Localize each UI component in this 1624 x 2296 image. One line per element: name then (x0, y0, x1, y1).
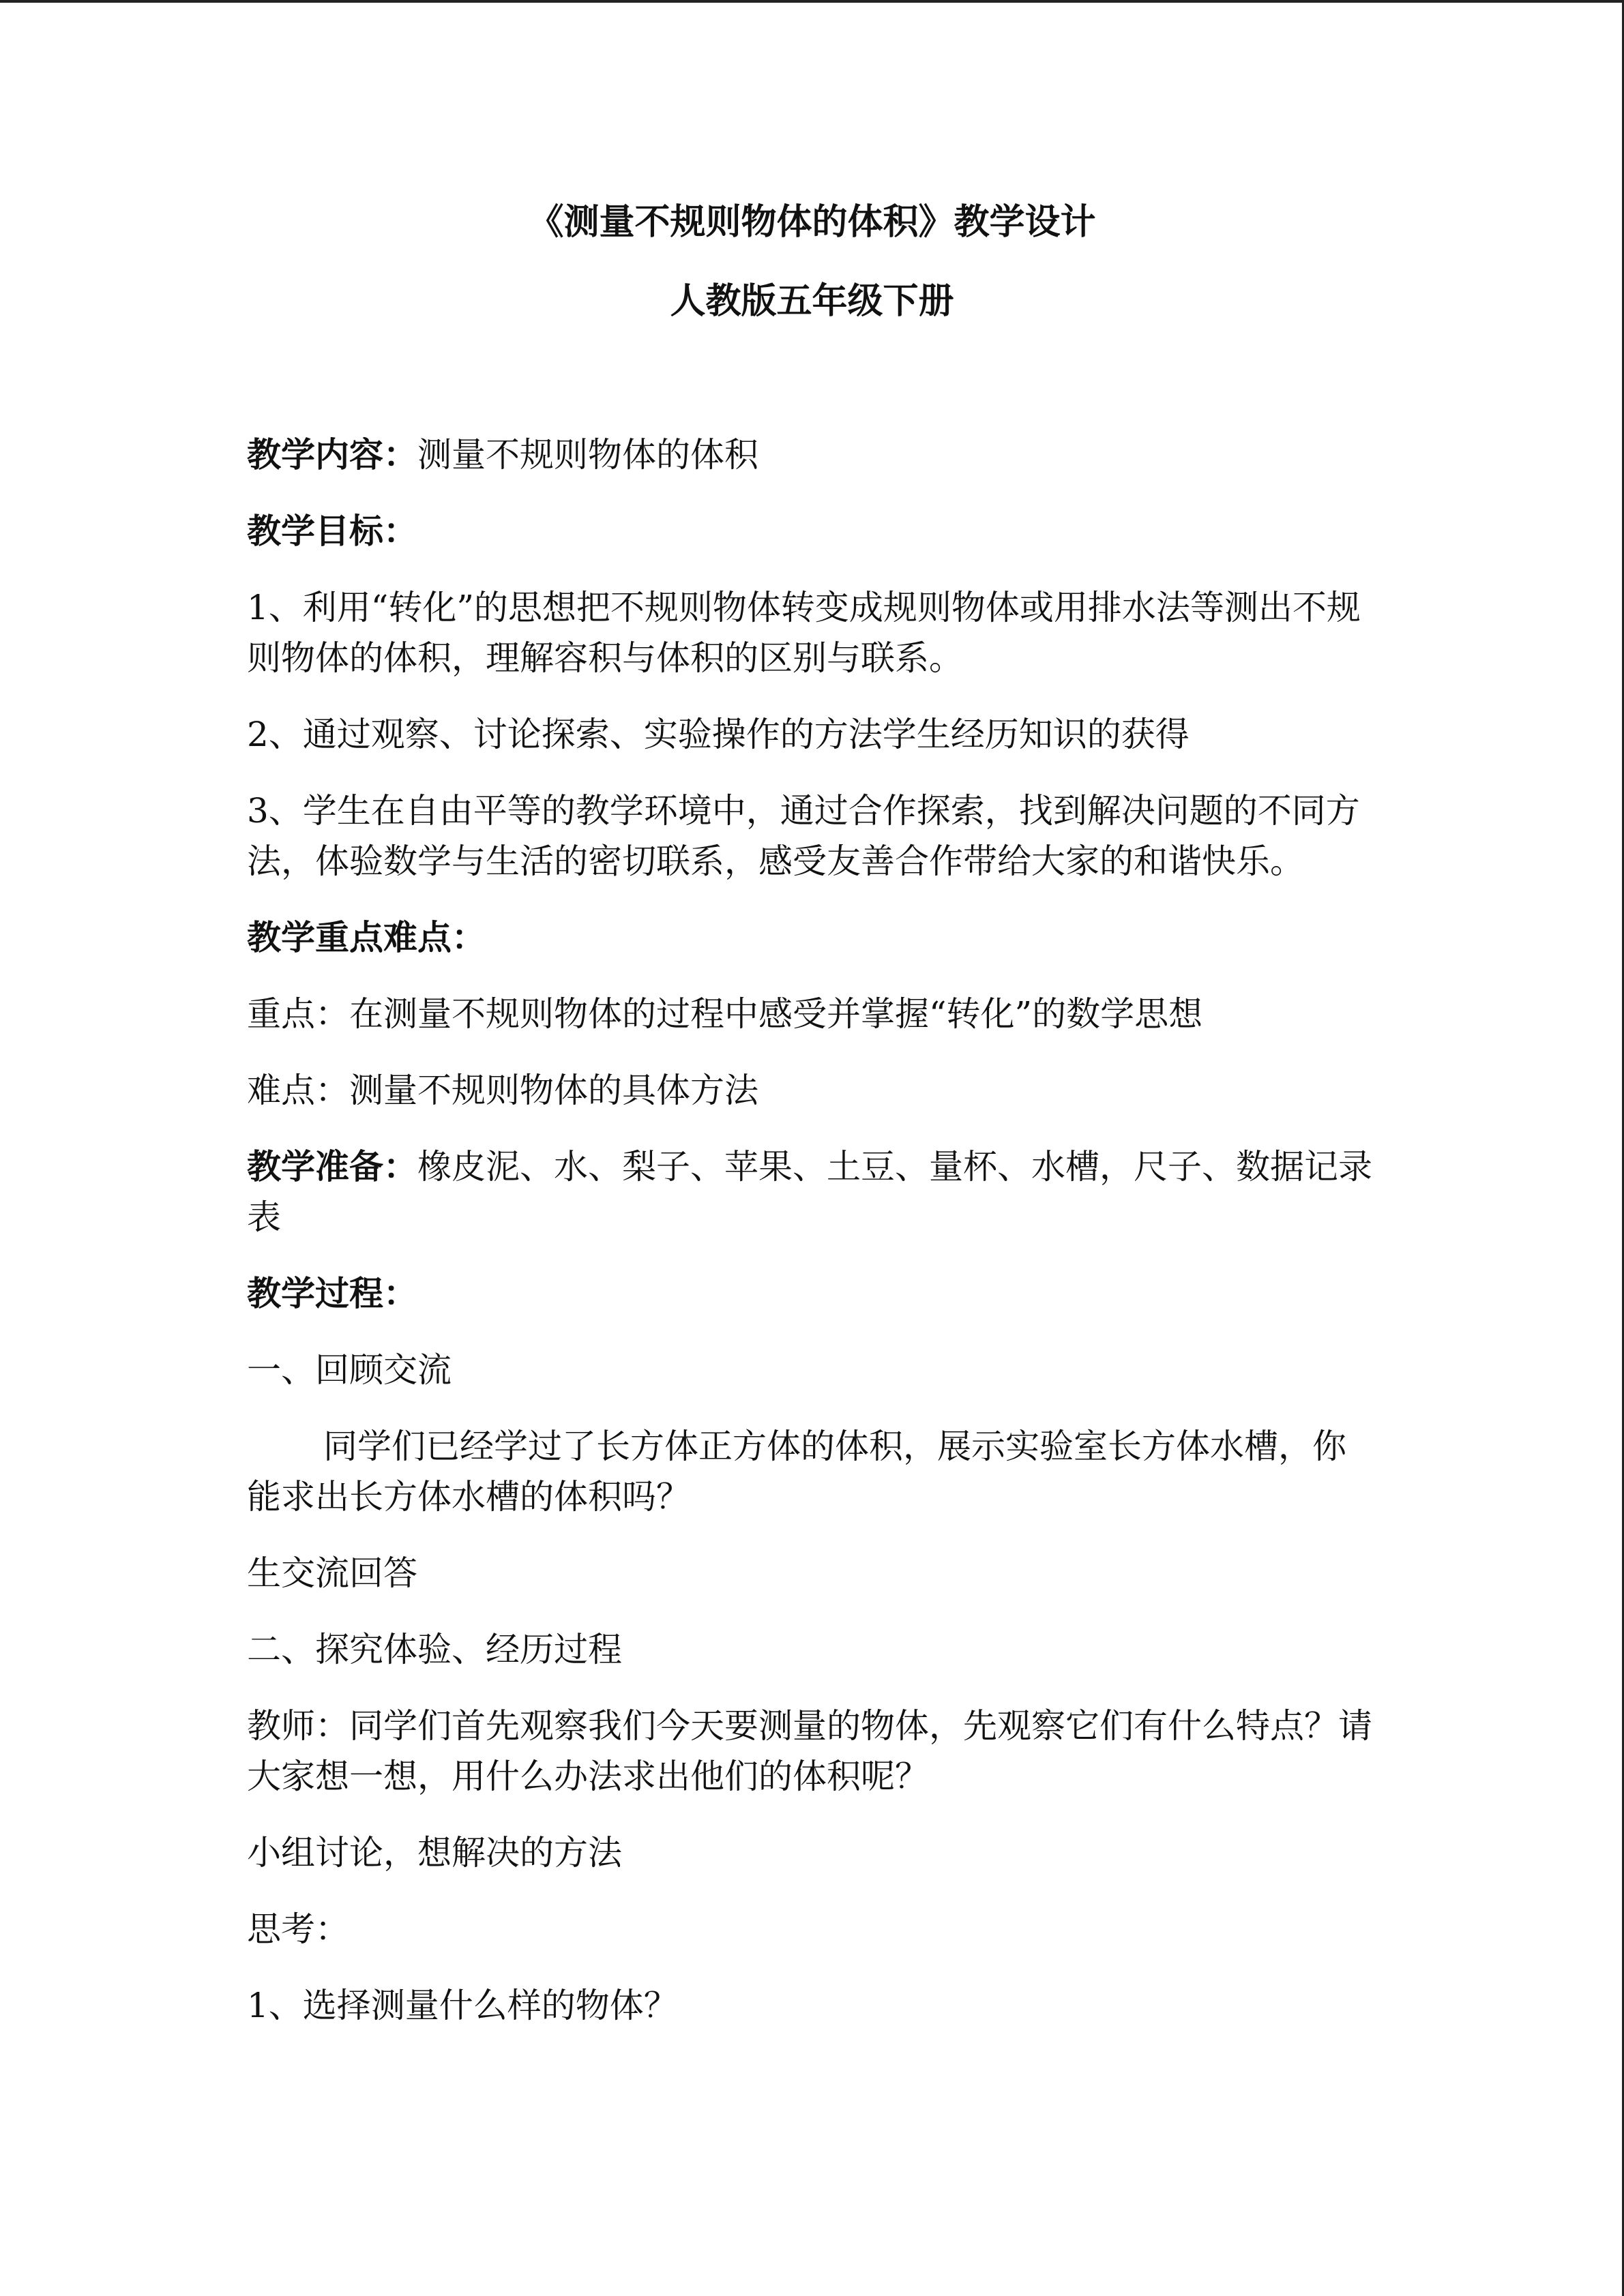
preparation-label: 教学准备： (247, 1146, 417, 1187)
document-title: 《测量不规则物体的体积》教学设计 (528, 201, 1096, 243)
objective-item-3: 3、学生在自由平等的教学环境中，通过合作探索，找到解决问题的不同方法，体验数学与生活的密切联系，感受友善合作带给大家的和谐快乐。 (247, 791, 1360, 881)
objectives-heading (247, 506, 1379, 556)
group-discussion-text: 小组讨论，想解决的方法 (247, 1833, 622, 1873)
document-subtitle: 人教版五年级下册 (670, 280, 954, 322)
section-1-heading: 一、回顾交流 (247, 1350, 452, 1390)
key-points-heading (247, 912, 1379, 963)
process-label: 教学过程： (247, 1273, 417, 1313)
teacher-text: 教师：同学们首先观察我们今天要测量的物体，先观察它们有什么特点？请大家想一想，用什么办法求出他们的体积呢？ (247, 1706, 1372, 1796)
section-1-text: 同学们已经学过了长方体正方体的体积，展示实验室长方体水槽，你能求出长方体水槽的体积吗？ (247, 1427, 1346, 1517)
key-points-label: 教学重点难点： (247, 917, 486, 957)
key-point-difficulty: 难点：测量不规则物体的具体方法 (247, 1071, 758, 1110)
preparation-text: 橡皮泥、水、梨子、苹果、土豆、量杯、水槽，尺子、数据记录表 (247, 1147, 1372, 1237)
objectives-label: 教学目标： (247, 511, 417, 551)
process-heading (247, 1268, 1379, 1319)
teaching-content-label: 教学内容： (247, 434, 417, 475)
section-2-heading: 二、探究体验、经历过程 (247, 1630, 622, 1669)
key-point-focus: 重点：在测量不规则物体的过程中感受并掌握“转化”的数学思想 (247, 994, 1203, 1034)
teaching-content-text: 测量不规则物体的体积 (417, 435, 758, 475)
think-label: 思考： (247, 1909, 349, 1949)
think-item-1: 1、选择测量什么样的物体？ (247, 1986, 678, 2025)
objective-item-2: 2、通过观察、讨论探索、实验操作的方法学生经历知识的获得 (247, 715, 1190, 754)
objective-item-1: 1、利用“转化”的思想把不规则物体转变成规则物体或用排水法等测出不规则物体的体积，理解容积与体积的区别与联系。 (247, 588, 1361, 678)
section-1-answer: 生交流回答 (247, 1553, 417, 1593)
teaching-content (247, 430, 1379, 480)
preparation (247, 1142, 1379, 1242)
document-body (247, 430, 1379, 2057)
